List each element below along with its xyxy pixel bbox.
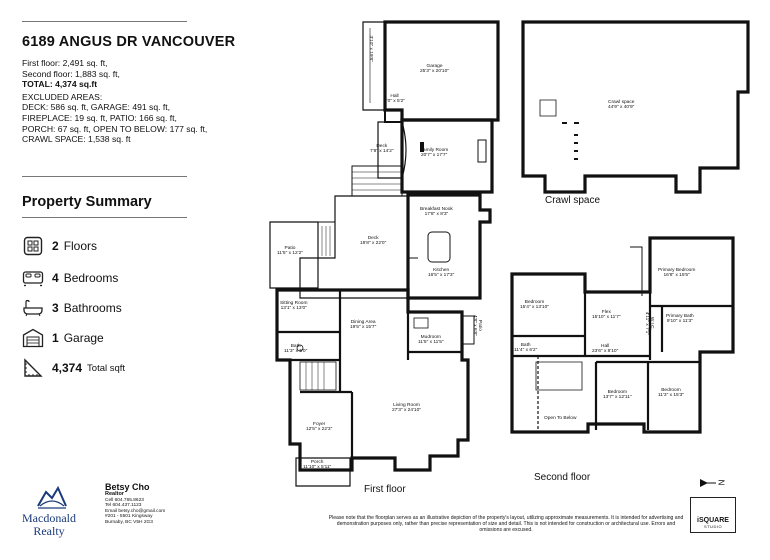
- summary-label: Garage: [63, 331, 104, 345]
- realtor-tel: Tel 604.437.1123: [105, 503, 142, 509]
- summary-value: 4,374: [52, 361, 83, 375]
- room-label: Garage 25'3" x 20'10": [420, 64, 449, 75]
- north-label: N: [716, 479, 726, 486]
- excluded-heading: EXCLUDED AREAS:: [22, 91, 103, 102]
- room-label: Flex 15'10" x 11'7": [592, 310, 621, 321]
- brand-line: Realty: [33, 524, 65, 538]
- second-floor-area: Second floor: 1,883 sq. ft,: [22, 68, 120, 79]
- summary-value: 4: [52, 271, 59, 285]
- room-label: Living Room 27'3" x 24'10": [392, 403, 421, 414]
- summary-heading: Property Summary: [22, 194, 152, 210]
- room-label: Crawl space 44'9" x 40'9": [608, 100, 635, 111]
- room-label: Bedroom 11'3" x 15'3": [658, 388, 684, 399]
- deck: [300, 196, 408, 298]
- room-label: Bedroom 15'4" x 13'10": [520, 300, 549, 311]
- room-label: Dining Area 19'5" x 15'7": [350, 320, 377, 331]
- first-floor-caption: First floor: [364, 484, 406, 495]
- excluded-line: DECK: 586 sq. ft, GARAGE: 491 sq. ft,: [22, 102, 171, 113]
- room-label: W.I.C. 4'11" x 7'1": [643, 311, 655, 336]
- room-label: Mudroom 11'5" x 11'5": [418, 335, 444, 346]
- studio-sub: STUDIO: [703, 524, 723, 529]
- room-label: Deck 19'8" x 22'0": [360, 236, 387, 247]
- realtor-email: Email betsy.cho@gmail.com: [105, 508, 166, 514]
- studio-name: iSQUARE: [697, 517, 729, 524]
- realtor-cell: Cell 604.765.8623: [105, 497, 144, 503]
- second-floor-caption: Second floor: [534, 472, 591, 483]
- room-label: Open To Below: [544, 416, 577, 421]
- room-label: Bedroom 13'7" x 12'11": [603, 390, 632, 401]
- realtor-contact: [105, 482, 165, 526]
- excluded-line: FIREPLACE: 19 sq. ft, PATIO: 166 sq. ft,: [22, 112, 177, 123]
- room-label: Primary Bath 9'10" x 11'3": [666, 314, 694, 325]
- summary-label: Floors: [63, 239, 98, 253]
- first-floor-walls: [277, 290, 468, 470]
- realty-brand: [14, 512, 84, 538]
- summary-value: 2: [52, 239, 59, 253]
- summary-label: Total sqft: [87, 362, 126, 374]
- crawl-space-caption: Crawl space: [545, 195, 601, 206]
- realtor-address: #201 - 5501 Kingsway: [105, 514, 153, 520]
- room-label: Foyer 12'5" x 22'3": [306, 422, 333, 433]
- disclaimer: Please note that the floorplan serves as an illustrative depiction of the property's layout, utilizing approximate measurements. It is intended for advertising and demonstration purposes only, rather than precise representation of size and detail. This is not intended for construction or architectural use. Errors and omissions are excused.: [328, 515, 684, 534]
- room-label: Porch 11'10" x 5'11": [303, 460, 332, 471]
- room-label: Hall 23'6" x 8'10": [592, 344, 619, 355]
- room-label: Deck 7'8" x 14'2": [370, 144, 394, 155]
- room-label: Sitting Room 13'1" x 13'0": [280, 301, 308, 312]
- room-label: Breakfast Nook 17'8" x 8'3": [420, 207, 453, 218]
- summary-value: 1: [52, 331, 59, 345]
- room-label: Patio 4'8" x 6'8": [471, 314, 482, 336]
- summary-value: 3: [52, 301, 59, 315]
- room-dimension: 3'10" x 19'8": [367, 35, 373, 62]
- room-label: Bath 11'3" x 5'0": [284, 344, 308, 355]
- brand-line: Macdonald: [22, 511, 76, 525]
- summary-label: Bedrooms: [63, 271, 119, 285]
- room-label: Primary Bedroom 16'8" x 15'5": [658, 268, 696, 279]
- room-label: Hall 6'0" x 5'2": [384, 94, 405, 105]
- room-label: Bath 11'4" x 6'2": [514, 343, 538, 354]
- excluded-line: CRAWL SPACE: 1,538 sq. ft: [22, 134, 131, 145]
- room-label: Patio 11'5" x 12'2": [277, 246, 303, 257]
- room-label: Kitchen 16'5" x 17'3": [428, 268, 455, 279]
- excluded-line: PORCH: 67 sq. ft, OPEN TO BELOW: 177 sq. ft,: [22, 123, 208, 134]
- crawl-space-walls: [523, 22, 748, 192]
- room-label: Family Room 20'7" x 17'7": [420, 148, 449, 159]
- total-area: TOTAL: 4,374 sq.ft: [22, 79, 98, 90]
- summary-label: Bathrooms: [63, 301, 122, 315]
- realtor-role: Realtor: [105, 491, 124, 497]
- studio-logo: [690, 497, 736, 533]
- first-floor-area: First floor: 2,491 sq. ft,: [22, 58, 108, 68]
- property-address-title: 6189 ANGUS DR VANCOUVER: [22, 34, 236, 50]
- realtor-address: Burnaby, BC V5H 2G3: [105, 519, 153, 525]
- realtor-name: Betsy Cho: [105, 482, 150, 492]
